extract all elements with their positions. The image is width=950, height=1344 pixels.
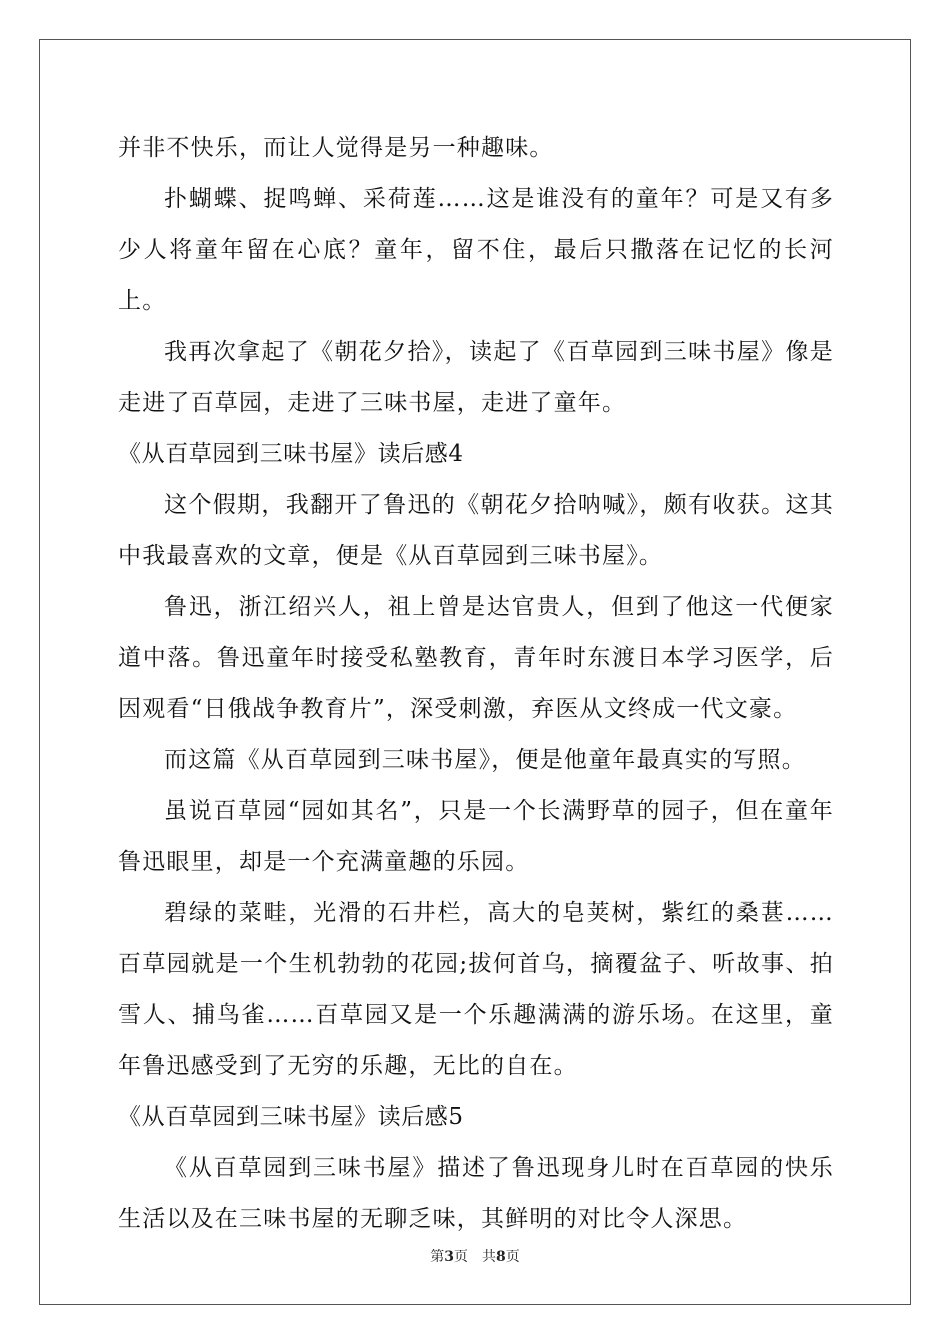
paragraph: 《从百草园到三味书屋》描述了鲁迅现身儿时在百草园的快乐生活以及在三味书屋的无聊乏味，其鲜明的对比令人深思。: [118, 1155, 834, 1232]
section-heading: 《从百草园到三味书屋》读后感4: [118, 441, 464, 467]
footer-prefix: 第: [430, 1249, 445, 1265]
paragraph: 这个假期，我翻开了鲁迅的《朝花夕拾呐喊》，颇有收获。这其中我最喜欢的文章，便是《从百草园到三味书屋》。: [118, 492, 834, 569]
paragraph: 碧绿的菜畦，光滑的石井栏，高大的皂荚树，紫红的桑葚……百草园就是一个生机勃勃的花园;拔何首乌，摘覆盆子、听故事、拍雪人、捕鸟雀……百草园又是一个乐趣满满的游乐场。在这里，童年鲁迅感受到了无穷的乐趣，无比的自在。: [118, 900, 834, 1079]
footer-total-prefix: 共: [482, 1249, 496, 1265]
paragraph: 而这篇《从百草园到三味书屋》，便是他童年最真实的写照。: [164, 747, 806, 773]
footer-page-suffix: 页: [454, 1249, 468, 1265]
paragraph: 我再次拿起了《朝花夕拾》，读起了《百草园到三味书屋》像是走进了百草园，走进了三味书屋，走进了童年。: [118, 339, 834, 416]
paragraph: 鲁迅，浙江绍兴人，祖上曾是达官贵人，但到了他这一代便家道中落。鲁迅童年时接受私塾教育，青年时东渡日本学习医学，后因观看“日俄战争教育片”，深受刺激，弃医从文终成一代文豪。: [118, 594, 834, 722]
current-page-number: 3: [444, 1249, 454, 1265]
section-heading: 《从百草园到三味书屋》读后感5: [118, 1104, 464, 1130]
paragraph: 扑蝴蝶、捉鸣蝉、采荷莲……这是谁没有的童年？可是又有多少人将童年留在心底？童年，留不住，最后只撒落在记忆的长河上。: [118, 186, 834, 314]
paragraph: 虽说百草园“园如其名”，只是一个长满野草的园子，但在童年鲁迅眼里，却是一个充满童趣的乐园。: [118, 798, 834, 875]
page-footer: [0, 1248, 950, 1266]
document-body: [118, 123, 834, 1245]
total-pages-number: 8: [496, 1249, 506, 1265]
paragraph: 并非不快乐，而让人觉得是另一种趣味。: [118, 135, 554, 161]
footer-total-suffix: 页: [505, 1249, 520, 1265]
